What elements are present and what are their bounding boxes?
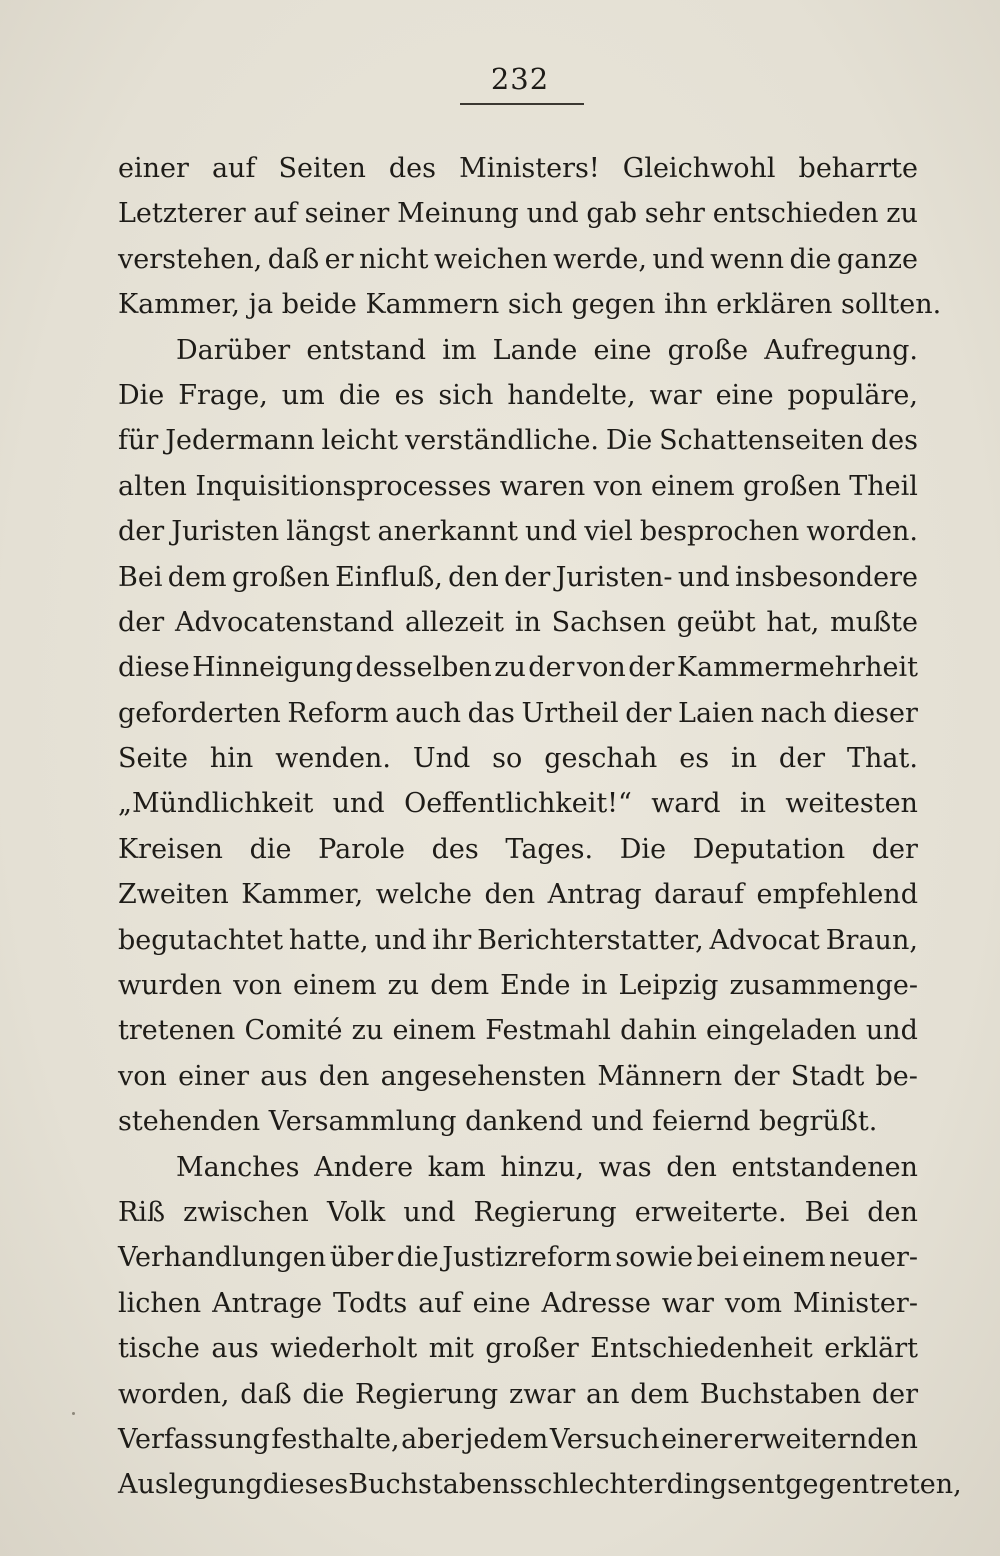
word: es: [394, 379, 425, 411]
text-line: [118, 691, 918, 736]
word: That.: [846, 743, 918, 775]
word: Justizreform: [442, 1242, 612, 1274]
word: entstandenen: [731, 1151, 918, 1183]
word: Leipzig: [618, 970, 719, 1002]
word: von: [233, 970, 282, 1002]
word: waren: [499, 470, 586, 502]
text-line: [118, 237, 918, 282]
word: der: [871, 1378, 918, 1410]
word: anerkannt: [377, 516, 518, 548]
word: beharrte: [798, 153, 918, 184]
word: und: [652, 243, 705, 275]
word: leicht: [321, 425, 399, 457]
word: dem: [430, 970, 490, 1002]
word: ihn: [664, 289, 708, 321]
word: eingeladen: [706, 1015, 857, 1047]
word: ward: [651, 788, 721, 820]
word: Bei: [118, 561, 163, 593]
word: in: [581, 970, 608, 1002]
word: sich: [507, 289, 563, 321]
word: verstehen,: [118, 243, 263, 275]
word: Versammlung: [268, 1106, 457, 1138]
word: zu: [886, 198, 918, 230]
word: Kammermehrheit: [676, 652, 918, 684]
word: Versuch: [549, 1423, 660, 1455]
word: „Mündlichkeit: [118, 788, 314, 820]
word: und: [332, 788, 385, 820]
word: nicht: [359, 243, 429, 275]
word: Theil: [849, 470, 918, 502]
text-line: [118, 464, 918, 509]
word: schlechterdings: [523, 1469, 742, 1501]
word: von: [118, 1060, 167, 1092]
word: entstand: [306, 334, 427, 366]
word: sollten.: [841, 289, 942, 321]
word: des: [431, 833, 479, 865]
word: wenn: [710, 243, 784, 275]
word: zu: [494, 652, 526, 684]
word: worden,: [118, 1378, 230, 1410]
text-line: [118, 555, 918, 600]
word: daß: [240, 1378, 292, 1410]
word: die: [789, 243, 832, 275]
word: der: [778, 743, 826, 775]
word: verständliche.: [405, 425, 600, 457]
word: ja: [248, 289, 274, 321]
word: Tages.: [505, 833, 594, 865]
text-line: [118, 872, 918, 917]
word: den: [448, 561, 499, 593]
word: Advocat: [709, 924, 820, 956]
word: großen: [742, 470, 841, 502]
word: Urtheil: [521, 697, 619, 729]
word: Frage,: [178, 379, 268, 411]
word: große: [667, 334, 749, 366]
text-line: [118, 736, 918, 781]
text-line: [118, 191, 918, 236]
word: sehr: [644, 198, 705, 230]
word: erklärt: [824, 1333, 918, 1365]
word: mußte: [830, 606, 918, 638]
word: wurden: [118, 970, 223, 1002]
word: der: [625, 697, 672, 729]
word: desselben: [355, 652, 492, 684]
word: in: [514, 606, 541, 638]
word: und: [374, 924, 427, 956]
word: Kammer,: [241, 879, 364, 911]
word: begutachtet: [118, 924, 284, 956]
word: handelte,: [507, 379, 636, 411]
word: und: [403, 1196, 456, 1228]
word: viel: [584, 516, 633, 548]
word: dieser: [833, 697, 918, 729]
word: Kammer,: [118, 289, 240, 321]
text-line: [118, 645, 918, 690]
word: zu: [387, 970, 420, 1002]
word: erweiterte.: [634, 1196, 787, 1228]
word: tische: [118, 1333, 200, 1365]
word: Todts: [333, 1287, 408, 1319]
word: Andere: [314, 1151, 414, 1183]
word: bei: [696, 1242, 739, 1274]
word: einer: [178, 1060, 250, 1092]
text-line: [118, 418, 918, 463]
word: neuer-: [829, 1242, 918, 1274]
word: Kammern: [365, 289, 500, 321]
word: Bei: [804, 1196, 850, 1228]
word: im: [442, 334, 477, 366]
word: großen: [231, 561, 330, 593]
word: nach: [760, 697, 827, 729]
word: über: [329, 1242, 394, 1274]
word: des: [388, 153, 437, 184]
word: Antrage: [212, 1287, 323, 1319]
word: sowie: [615, 1242, 694, 1274]
text-line: [118, 1054, 918, 1099]
word: ihr: [432, 924, 472, 956]
word: beide: [281, 289, 357, 321]
word: großer: [485, 1333, 579, 1365]
word: in: [730, 743, 757, 775]
word: Juristen: [171, 516, 280, 548]
word: es: [679, 743, 710, 775]
word: populäre,: [787, 379, 918, 411]
word: und: [865, 1015, 918, 1047]
word: auch: [395, 697, 462, 729]
paper-speck: [72, 1412, 75, 1415]
word: Zweiten: [118, 879, 229, 911]
text-line: [118, 328, 918, 373]
word: von: [576, 652, 626, 684]
word: war: [661, 1287, 714, 1319]
text-line: [118, 373, 918, 418]
text-line: [118, 1145, 918, 1190]
word: lichen: [118, 1287, 202, 1319]
word: Minister-: [792, 1287, 918, 1319]
word: welche: [375, 879, 472, 911]
word: zu: [351, 1015, 384, 1047]
word: Verhandlungen: [118, 1242, 327, 1274]
word: Comité: [244, 1015, 343, 1047]
text-line: [118, 781, 918, 826]
word: kam: [427, 1151, 486, 1183]
word: ganze: [836, 243, 918, 275]
word: Schattenseiten: [659, 425, 864, 457]
word: geschah: [544, 743, 658, 775]
word: was: [598, 1151, 652, 1183]
word: Aufregung.: [764, 334, 918, 366]
word: war: [649, 379, 702, 411]
word: hinzu,: [500, 1151, 584, 1183]
word: daß: [267, 243, 320, 275]
word: vom: [724, 1287, 782, 1319]
word: Reform: [287, 697, 389, 729]
text-line: [118, 1281, 918, 1326]
word: Auslegung: [118, 1469, 263, 1501]
word: der: [528, 652, 575, 684]
word: empfehlend: [756, 879, 918, 911]
word: in: [739, 788, 766, 820]
word: längst: [286, 516, 371, 548]
word: Verfassung: [118, 1423, 270, 1455]
word: den: [867, 1196, 918, 1228]
word: die: [249, 833, 292, 865]
word: Stadt: [790, 1060, 865, 1092]
text-line: [118, 282, 942, 327]
word: Meinung: [397, 198, 519, 230]
word: Inquisitionsprocesses: [195, 470, 492, 502]
word: Volk: [326, 1196, 386, 1228]
word: einem: [742, 1242, 826, 1274]
word: Gleichwohl: [622, 153, 776, 184]
word: werde,: [553, 243, 647, 275]
word: Letzterer: [118, 198, 246, 230]
word: erweiternden: [733, 1423, 918, 1455]
word: entgegentreten,: [741, 1469, 962, 1501]
word: jedem: [465, 1423, 549, 1455]
word: Buchstabens: [348, 1469, 524, 1501]
word: die: [302, 1378, 345, 1410]
word: feiernd: [652, 1106, 751, 1138]
text-line: [118, 600, 918, 645]
word: Parole: [318, 833, 405, 865]
word: weichen: [434, 243, 548, 275]
word: Die: [605, 425, 653, 457]
word: einer: [118, 153, 189, 184]
text-line: [118, 509, 918, 554]
word: dahin: [620, 1015, 697, 1047]
word: mit: [428, 1333, 474, 1365]
word: worden.: [806, 516, 918, 548]
word: wiederholt: [270, 1333, 418, 1365]
word: auf: [253, 198, 297, 230]
header-rule: [460, 103, 584, 105]
word: und: [526, 198, 579, 230]
word: Festmahl: [485, 1015, 611, 1047]
word: Seite: [118, 743, 188, 775]
word: entschieden: [712, 198, 879, 230]
word: an: [586, 1378, 620, 1410]
word: geforderten: [118, 697, 281, 729]
word: Seiten: [278, 153, 366, 184]
word: Männern: [597, 1060, 723, 1092]
word: seiner: [304, 198, 390, 230]
word: darauf: [654, 879, 744, 911]
word: geübt: [676, 606, 756, 638]
word: festhalte,: [271, 1423, 400, 1455]
word: begrüßt.: [759, 1106, 878, 1138]
word: Kreisen: [118, 833, 223, 865]
word: Die: [118, 379, 165, 411]
word: Laien: [678, 697, 755, 729]
page-number: 232: [490, 62, 550, 96]
word: sich: [438, 379, 494, 411]
word: er: [324, 243, 354, 275]
word: weitesten: [785, 788, 918, 820]
word: von: [593, 470, 643, 502]
word: der: [118, 606, 165, 638]
word: der: [871, 833, 918, 865]
word: allezeit: [404, 606, 505, 638]
word: Einfluß,: [335, 561, 443, 593]
word: Hinneigung: [192, 652, 354, 684]
word: und: [525, 516, 578, 548]
word: Advocatenstand: [174, 606, 395, 638]
word: und: [591, 1106, 644, 1138]
text-line: [118, 827, 918, 872]
word: Antrag: [547, 879, 642, 911]
word: so: [492, 743, 523, 775]
word: Ministers!: [459, 153, 600, 184]
word: eine: [593, 334, 652, 366]
word: den: [318, 1060, 370, 1092]
word: Darüber: [176, 334, 291, 366]
word: für: [118, 425, 159, 457]
word: einem: [292, 970, 377, 1002]
text-line: [118, 1372, 918, 1417]
word: hin: [209, 743, 254, 775]
word: alten: [118, 470, 187, 502]
text-line: [118, 146, 918, 191]
word: aber: [401, 1423, 464, 1455]
word: insbesondere: [735, 561, 918, 593]
word: der: [628, 652, 675, 684]
word: Adresse: [541, 1287, 651, 1319]
word: eine: [715, 379, 774, 411]
word: Regierung: [355, 1378, 499, 1410]
word: dem: [167, 561, 227, 593]
word: zwischen: [183, 1196, 309, 1228]
word: Die: [619, 833, 667, 865]
text-line: [118, 1008, 918, 1053]
word: Oeffentlichkeit!“: [404, 788, 632, 820]
word: der: [118, 516, 165, 548]
word: auf: [211, 153, 256, 184]
word: den: [484, 879, 536, 911]
word: Berichterstatter,: [477, 924, 704, 956]
word: die: [338, 379, 381, 411]
word: hat,: [766, 606, 820, 638]
word: Deputation: [692, 833, 846, 865]
word: Lande: [492, 334, 578, 366]
text-line: [118, 1099, 918, 1144]
word: Ende: [500, 970, 571, 1002]
word: dem: [630, 1378, 690, 1410]
text-line: [118, 1417, 918, 1462]
word: wenden.: [275, 743, 391, 775]
text-line: [118, 1326, 918, 1371]
word: um: [281, 379, 325, 411]
word: den: [666, 1151, 717, 1183]
word: Riß: [118, 1196, 165, 1228]
word: Sachsen: [551, 606, 666, 638]
word: auf: [418, 1287, 462, 1319]
word: dieses: [262, 1469, 349, 1501]
word: tretenen: [118, 1015, 236, 1047]
text-line: [118, 918, 918, 963]
word: und: [677, 561, 730, 593]
word: das: [467, 697, 515, 729]
word: gegen: [571, 289, 656, 321]
word: aus: [260, 1060, 308, 1092]
word: stehenden: [118, 1106, 261, 1138]
text-line: [118, 1462, 962, 1507]
word: einem: [392, 1015, 477, 1047]
word: dankend: [465, 1106, 583, 1138]
word: Braun,: [825, 924, 918, 956]
text-line: [118, 1190, 918, 1235]
word: aus: [211, 1333, 259, 1365]
word: Entschiedenheit: [590, 1333, 813, 1365]
text-line: [118, 963, 918, 1008]
word: angesehensten: [380, 1060, 587, 1092]
word: einer: [661, 1423, 732, 1455]
word: zwar: [508, 1378, 576, 1410]
word: erklären: [716, 289, 833, 321]
word: Jedermann: [165, 425, 315, 457]
word: der: [733, 1060, 780, 1092]
word: die: [396, 1242, 439, 1274]
word: Juristen-: [555, 561, 673, 593]
word: hatte,: [288, 924, 369, 956]
word: einem: [650, 470, 735, 502]
word: Buchstaben: [699, 1378, 862, 1410]
body-text: [118, 146, 962, 1508]
word: Manches: [176, 1151, 300, 1183]
word: besprochen: [639, 516, 800, 548]
word: der: [504, 561, 551, 593]
word: be-: [875, 1060, 918, 1092]
word: eine: [472, 1287, 531, 1319]
word: Und: [412, 743, 471, 775]
word: zusammenge-: [729, 970, 918, 1002]
word: diese: [118, 652, 190, 684]
text-line: [118, 1235, 918, 1280]
word: gab: [586, 198, 638, 230]
word: Regierung: [473, 1196, 617, 1228]
word: des: [870, 425, 918, 457]
